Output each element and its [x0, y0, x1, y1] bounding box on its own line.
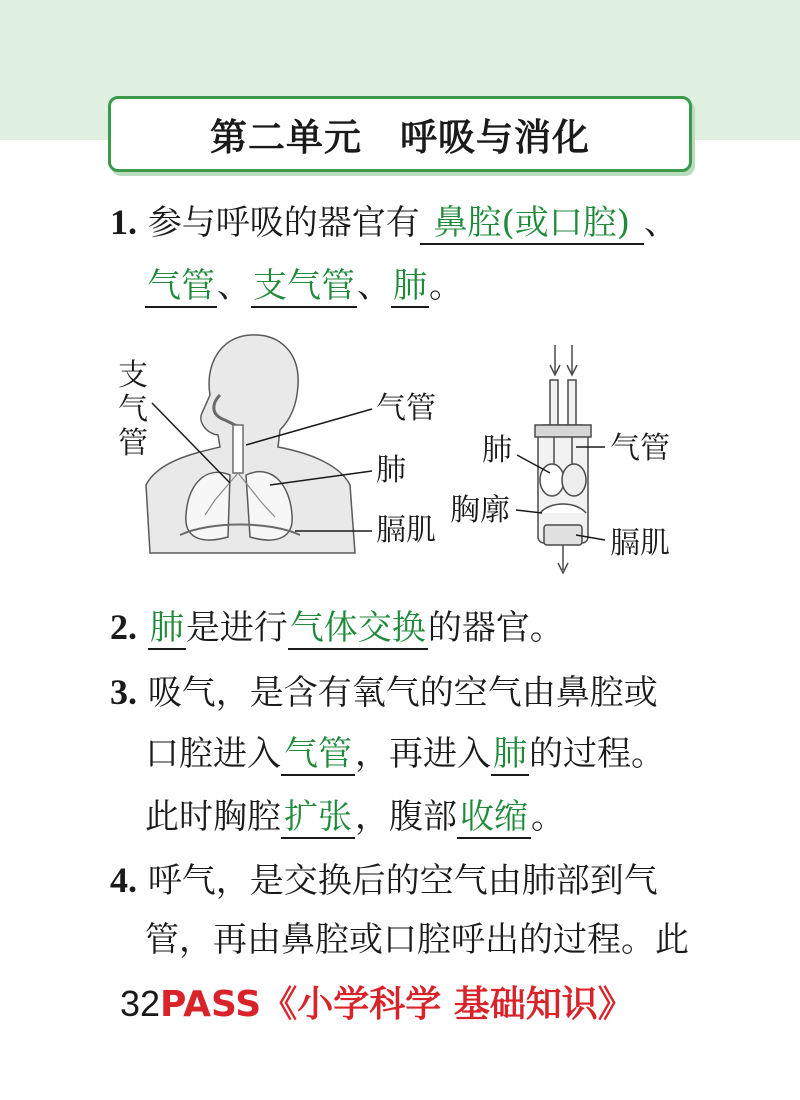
answer-blank: 支气管 — [253, 266, 355, 306]
item-text: 此时胸腔 — [145, 797, 281, 837]
item-text: 是进行 — [185, 608, 288, 648]
separator: 、 — [217, 266, 251, 306]
separator: 、 — [643, 203, 678, 243]
answer-blank: 肺 — [149, 608, 184, 648]
label-lung: 肺 — [376, 453, 406, 488]
item-text: 吸气，是含有氧气的空气由鼻腔或 — [147, 673, 658, 713]
period: 。 — [531, 797, 565, 837]
page-footer — [120, 976, 634, 1024]
item-4-line-1 — [110, 858, 658, 903]
item-number: 1. — [110, 202, 137, 242]
respiratory-diagram — [110, 325, 690, 590]
model-label-lung: 肺 — [482, 433, 512, 468]
item-text: 管，再由鼻腔或口腔呼出的过程。此 — [145, 920, 689, 960]
item-3-line-3 — [145, 795, 565, 839]
item-4-line-2 — [145, 918, 689, 962]
answer-blank: 收缩 — [457, 797, 531, 839]
trachea-tube — [233, 425, 243, 473]
item-2-line-1 — [110, 605, 564, 650]
item-number: 2. — [110, 607, 137, 647]
answer-blank: 肺 — [393, 266, 427, 306]
item-text: 呼气，是交换后的空气由肺部到气 — [147, 861, 658, 901]
book-title: PASS《小学科学 基础知识》 — [160, 984, 634, 1025]
item-text: ，腹部 — [355, 797, 457, 837]
model-label-chest: 胸廓 — [450, 493, 510, 528]
unit-title: 第二单元 呼吸与消化 — [210, 116, 590, 159]
period: 。 — [429, 266, 463, 306]
unit-title-box — [108, 96, 692, 172]
lung-model — [535, 345, 591, 573]
item-1-line-2 — [145, 264, 463, 308]
separator: 、 — [357, 266, 391, 306]
model-label-trachea: 气管 — [610, 431, 670, 466]
answer-blank: 气体交换 — [289, 608, 426, 648]
label-bronchus: 支气管 — [118, 358, 148, 461]
item-number: 4. — [110, 860, 137, 900]
item-text: 参与呼吸的器官有 — [147, 203, 420, 243]
page-number: 32 — [120, 983, 161, 1024]
item-text: 口腔进入 — [145, 734, 281, 774]
label-diaphragm: 膈肌 — [376, 513, 436, 548]
answer-blank: 扩张 — [281, 797, 355, 839]
item-text: 的器官。 — [427, 608, 564, 648]
label-trachea: 气管 — [376, 391, 436, 426]
item-text: 的过程。 — [529, 734, 665, 774]
answer-blank: 气管 — [281, 734, 355, 776]
answer-blank: 气管 — [147, 266, 215, 306]
item-text: ，再进入 — [355, 734, 491, 774]
item-3-line-1 — [110, 670, 658, 715]
item-3-line-2 — [145, 732, 665, 776]
item-1-line-1 — [110, 200, 678, 245]
answer-blank: 肺 — [493, 734, 527, 774]
item-number: 3. — [110, 672, 137, 712]
answer-blank: 鼻腔(或口腔) — [420, 203, 644, 245]
model-label-diaphragm: 膈肌 — [610, 526, 670, 561]
